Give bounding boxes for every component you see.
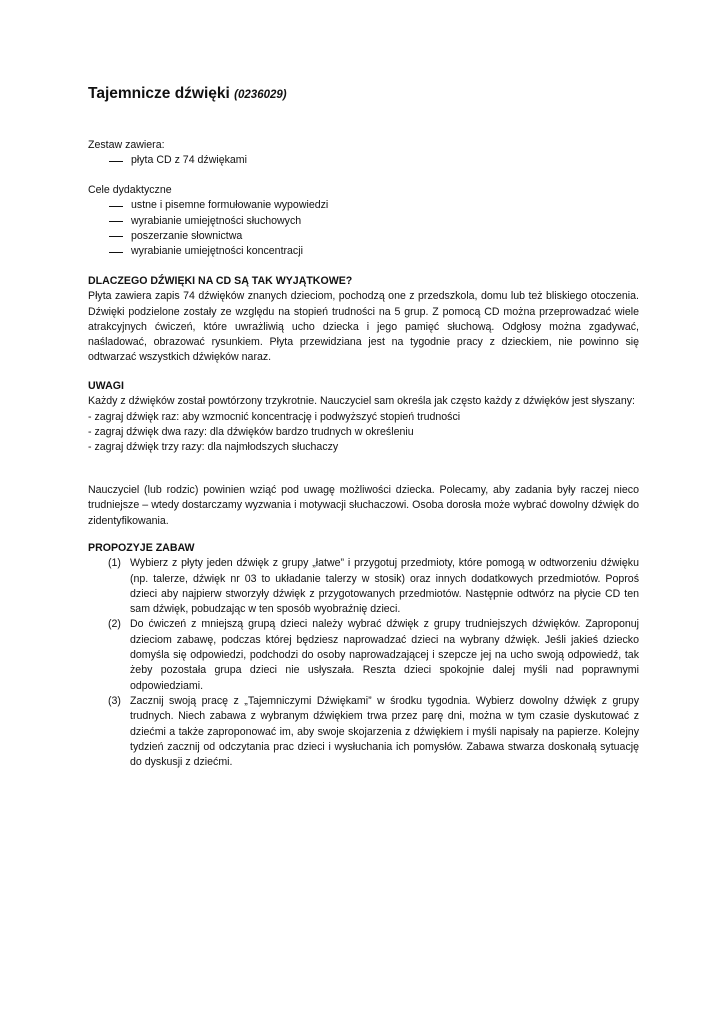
- item-number: (1): [108, 557, 121, 570]
- notes-line: - zagraj dźwięk dwa razy: dla dźwięków bardzo trudnych w określeniu: [88, 425, 414, 438]
- product-code: (0236029): [234, 89, 287, 101]
- notes-paragraph: Nauczyciel (lub rodzic) powinien wziąć pod uwagę możliwości dziecka. Polecamy, aby zadania były raczej nieco trudniejsze – wtedy dostarczamy wyzwania i motywacji słuchaczowi. Osoba dorosła może wybrać dowolny dźwięk do zidentyfikowania.: [88, 484, 639, 527]
- list-item: [88, 556, 639, 617]
- why-text: Płyta zawiera zapis 74 dźwięków znanych dzieciom, pochodzą one z przedszkola, domu lub też bliskiego otoczenia. Dźwięki podzielone zostały ze względu na stopień trudności na 5 grup. Z pomocą CD można przeprowadzać wiele atrakcyjnych ćwiczeń, które uwrażliwią ucho dziecka i jego pamięć słuchową. Odgłosy można zgadywać, naśladować, obrazować rysunkiem. Płyta przewidziana jest na tygodnie pracy z dzieckiem, nie powinno się odtwarzać wszystkich dźwięków naraz.: [88, 290, 639, 364]
- item-text: Do ćwiczeń z mniejszą grupą dzieci należy wybrać dźwięk z grupy trudniejszych dźwięków. Zaproponuj dzieciom zabawę, podczas której będziesz naprowadzać dzieci na wybrany dźwięk. Jeśli jakieś dziecko domyśla się odpowiedzi, podchodzi do osoby naprowadzającej i szepcze jej na ucho swoją odpowiedź, tak żeby pozostała grupa dzieci nie usłyszała. Reszta dzieci spokojnie dalej myśli nad poprawnymi odpowiedziami.: [130, 618, 639, 692]
- list-item: [88, 617, 639, 693]
- notes-text: Każdy z dźwięków został powtórzony trzykrotnie. Nauczyciel sam określa jak często każdy z dźwięków jest słyszany:: [88, 395, 635, 408]
- title-text: Tajemnicze dźwięki: [88, 85, 230, 102]
- list-item: [88, 694, 639, 770]
- games-section: [88, 541, 639, 770]
- notes-line: - zagraj dźwięk raz: aby wzmocnić koncentrację i podwyższyć stopień trudności: [88, 410, 461, 423]
- why-section: [88, 274, 639, 366]
- games-heading: PROPOZYJE ZABAW: [88, 542, 195, 554]
- item-text: Zacznij swoją pracę z „Tajemniczymi Dźwiękami” w środku tygodnia. Wybierz dowolny dźwięk z grupy trudnych. Niech zabawa z wybranym dźwiękiem trwa przez parę dni, można w tym czasie dyskutować z dziećmi a także zaproponować im, aby swoje skojarzenia z dźwiękiem i myśli napisały na papierze. Kolejny tydzień zacznij od odczytania prac dzieci i wysłuchania ich pomysłów. Zabawa stwarza doskonałą sytuację do dyskusji z dziećmi.: [130, 694, 639, 769]
- goals-list: [88, 198, 639, 259]
- list-item: wyrabianie umiejętności słuchowych: [88, 214, 639, 229]
- notes-heading: UWAGI: [88, 380, 124, 392]
- games-list: [88, 556, 639, 770]
- list-item: płyta CD z 74 dźwiękami: [88, 153, 639, 168]
- notes-line: - zagraj dźwięk trzy razy: dla najmłodszych słuchaczy: [88, 441, 339, 454]
- notes-section: [88, 379, 639, 455]
- contents-section: [88, 138, 639, 169]
- item-number: (2): [108, 618, 121, 631]
- list-item: wyrabianie umiejętności koncentracji: [88, 244, 639, 259]
- contents-list: [88, 153, 639, 168]
- item-text: Wybierz z płyty jeden dźwięk z grupy „łatwe” i przygotuj przedmioty, które pomogą w odtworzeniu dźwięku (np. talerze, dźwięk nr 03 to układanie talerzy w stosik) oraz innych dodatkowych przedmiotów. Poproś dzieci aby najpierw stworzyły dźwięk z przygotowanych przedmiotów. Następnie odtwórz na płycie CD ten sam dźwięk, pobudzając w ten sposób wyobraźnię dzieci.: [130, 557, 639, 616]
- page-title: [88, 86, 287, 103]
- list-item: ustne i pisemne formułowanie wypowiedzi: [88, 198, 639, 213]
- list-item: poszerzanie słownictwa: [88, 229, 639, 244]
- goals-section: [88, 183, 639, 259]
- item-number: (3): [108, 694, 121, 707]
- goals-label: Cele dydaktyczne: [88, 184, 172, 196]
- contents-label: Zestaw zawiera:: [88, 139, 165, 151]
- why-heading: DLACZEGO DŹWIĘKI NA CD SĄ TAK WYJĄTKOWE?: [88, 275, 353, 287]
